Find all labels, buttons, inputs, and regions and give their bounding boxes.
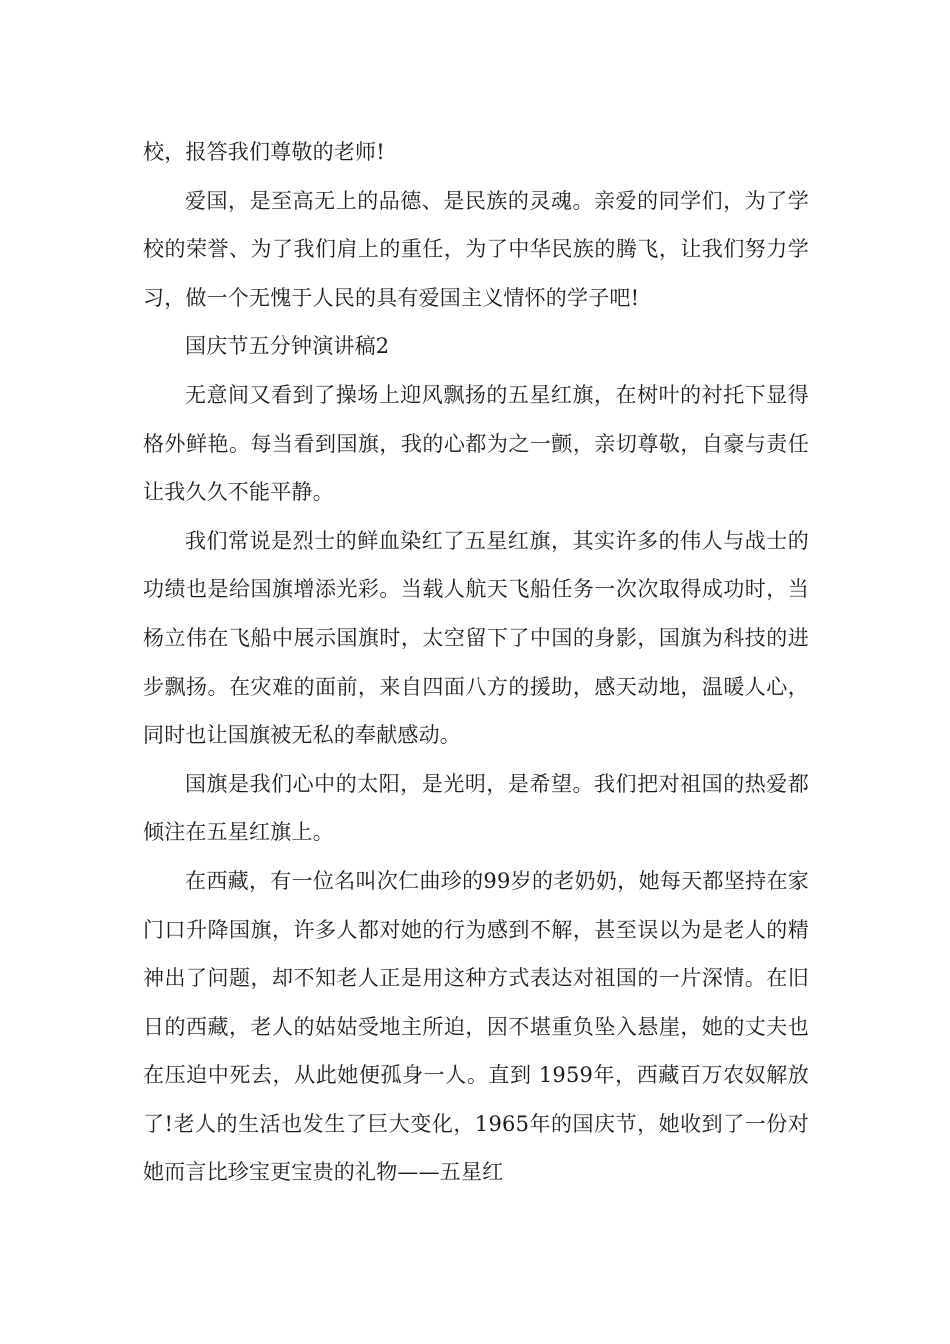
- section-heading: 国庆节五分钟演讲稿2: [185, 334, 390, 359]
- paragraph-2: 爱国，是至高无上的品德、是民族的灵魂。亲爱的同学们，为了学校的荣誉、为了我们肩上的重任，为了中华民族的腾飞，让我们努力学习，做一个无愧于人民的具有爱国主义情怀的学子吧!: [143, 188, 809, 310]
- paragraph-5: 国旗是我们心中的太阳，是光明，是希望。我们把对祖国的热爱都倾注在五星红旗上。: [143, 771, 809, 845]
- paragraph-6: 在西藏，有一位名叫次仁曲珍的99岁的老奶奶，她每天都坚持在家门口升降国旗，许多人都对她的行为感到不解，甚至误以为是老人的精神出了问题，却不知老人正是用这种方式表达对祖国的一片深情。在旧日的西藏，老人的姑姑受地主所迫，因不堪重负坠入悬崖，她的丈夫也在压迫中死去，从此她便孤身一人。直到 1959年，西藏百万农奴解放了!老人的生活也发生了巨大变化，1965年的国庆节，她收到了一份对她而言比珍宝更宝贵的礼物——五星红: [143, 868, 809, 1185]
- paragraph-4: 我们常说是烈士的鲜血染红了五星红旗，其实许多的伟人与战士的功绩也是给国旗增添光彩。当载人航天飞船任务一次次取得成功时，当杨立伟在飞船中展示国旗时，太空留下了中国的身影，国旗为科技的进步飘扬。在灾难的面前，来自四面八方的援助，感天动地，温暖人心，同时也让国旗被无私的奉献感动。: [143, 528, 809, 748]
- paragraph-3: 无意间又看到了操场上迎风飘扬的五星红旗，在树叶的衬托下显得格外鲜艳。每当看到国旗，我的心都为之一颤，亲切尊敬，自豪与责任让我久久不能平静。: [143, 382, 809, 505]
- document-body: [143, 128, 809, 1197]
- paragraph-1: 校，报答我们尊敬的老师!: [143, 140, 385, 164]
